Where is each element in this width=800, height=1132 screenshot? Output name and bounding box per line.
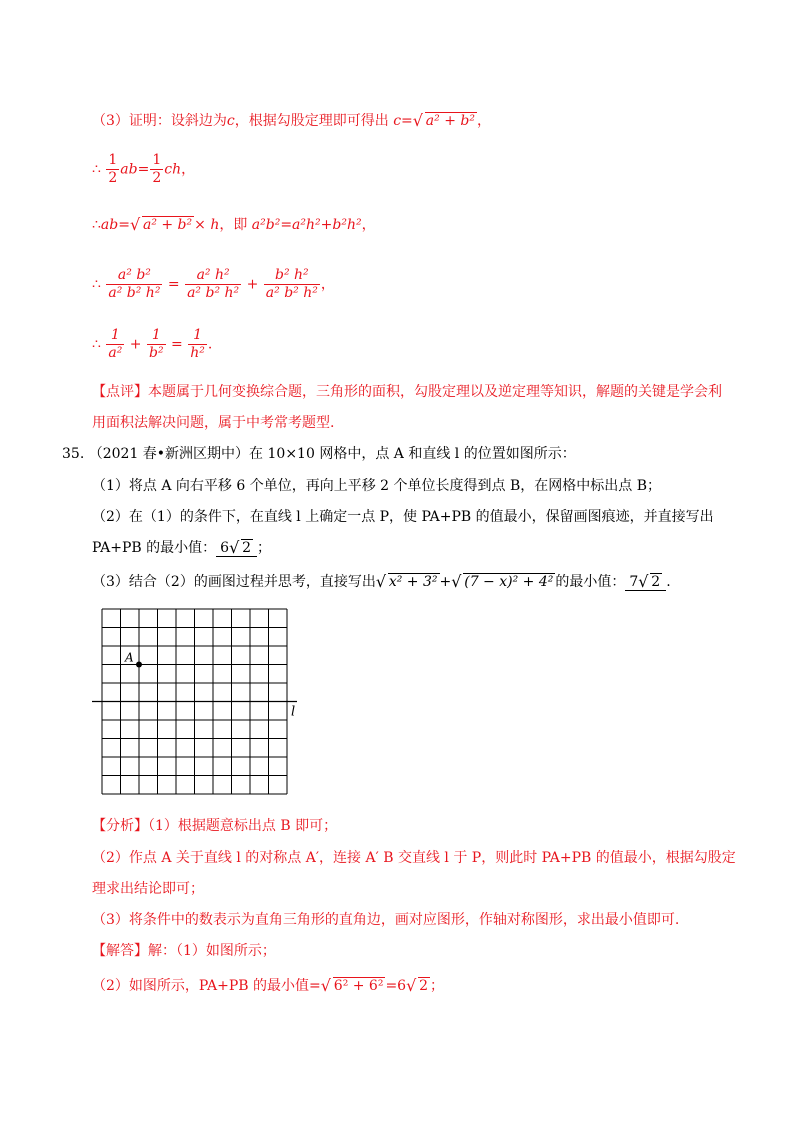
q35-part3-prefix: （3）结合（2）的画图过程并思考，直接写出	[92, 574, 376, 590]
q34-step1-comma: ，	[181, 161, 196, 178]
q35-solution2-radical: √ 6² + 6²	[320, 976, 384, 995]
q34-step3	[92, 268, 335, 301]
q34-step3-plus: +	[246, 276, 259, 293]
q34-step3-end: ，	[320, 276, 335, 293]
q35-part2-line2	[92, 537, 271, 557]
q35-title-line	[62, 443, 576, 463]
therefore-symbol: ∴	[92, 276, 101, 293]
fraction-half-2: $\frac{1}{2}$	[152, 152, 162, 186]
q35-analysis1: 【分析】（1）根据题意标出点 B 即可；	[92, 818, 338, 834]
q35-part3-radical-1: √ x² + 3²	[375, 572, 438, 591]
q34-part3-mid: ，根据勾股定理即可得出	[234, 113, 394, 129]
q35-part3-mid: 的最小值：	[555, 574, 626, 590]
q34-step4-plus: +	[129, 336, 142, 353]
grid-figure	[92, 605, 302, 799]
q35-number: 35.	[62, 446, 85, 462]
q34-part3-pre: （3）证明：设斜边为	[92, 113, 227, 129]
q35-part3-plus: +	[439, 574, 452, 590]
q34-var-c: c	[226, 113, 235, 129]
q34-step2-equation: a²b²=a²h²+b²h²	[251, 217, 362, 233]
therefore-symbol: ∴	[92, 217, 101, 233]
q34-step4-end: .	[207, 336, 213, 353]
q35-solution2-prefix: （2）如图所示，PA+PB 的最小值=	[92, 978, 321, 994]
q34-radical-1: √ a² + b²	[412, 111, 475, 130]
point-a-label: A	[125, 650, 134, 665]
q35-solution2-end: ；	[430, 978, 445, 994]
point-a	[136, 662, 142, 668]
therefore-symbol: ∴	[92, 161, 101, 178]
q34-step4	[92, 328, 212, 361]
q34-step4-b: $\frac{1}{\text{b²}}$	[148, 327, 164, 361]
q35-part3	[92, 571, 671, 591]
q35-part3-radical-2: √ (7 − x)² + 4²	[451, 572, 554, 591]
q35-part3-end: .	[666, 574, 671, 590]
q34-step4-a: $\frac{1}{\text{a²}}$	[108, 327, 123, 361]
fraction-half: $\frac{1}{2}$	[108, 152, 118, 186]
q34-comma: ，	[476, 113, 491, 129]
q34-step1-eq: =	[137, 161, 150, 178]
q34-step2-eq: =	[118, 217, 130, 233]
q34-step1	[92, 153, 195, 186]
q35-analysis2-line1: （2）作点 A 关于直线 l 的对称点 A′，连接 A′ B 交直线 l 于 P，则此时 PA+PB 的值最小，根据勾股定	[92, 850, 736, 866]
grid-svg	[92, 605, 302, 795]
line-l-label: l	[291, 704, 296, 720]
q35-part2-prefix: PA+PB 的最小值：	[92, 540, 217, 556]
q34-step4-h: $\frac{1}{\text{h²}}$	[190, 327, 205, 361]
q35-part2-line1: （2）在（1）的条件下，在直线 l 上确定一点 P，使 PA+PB 的值最小，保留画图痕迹，并直接写出	[92, 509, 714, 525]
q35-part1: （1）将点 A 向右平移 6 个单位，再向上平移 2 个单位长度得到点 B，在网格中标出点 B；	[92, 478, 662, 494]
q34-step1-ch: ch	[164, 161, 182, 178]
q34-step4-eq: =	[171, 336, 183, 353]
q34-step2-mid: ，即	[219, 217, 252, 233]
q35-part2-answer: 6 √ 2	[216, 540, 257, 557]
q34-comment-line2: 用面积法解决问题，属于中考常考题型.	[92, 415, 335, 431]
q34-step3-r2: $\frac{\text{b² h²}}{\text{a² b² h²}}$	[265, 267, 318, 301]
q34-part3-line	[92, 110, 491, 130]
q34-step1-ab: ab	[120, 161, 138, 178]
q35-solution2-eq: =6	[385, 978, 407, 994]
q35-part3-answer: 7 √ 2	[625, 574, 666, 591]
q35-analysis2-line2: 理求出结论即可；	[92, 881, 204, 897]
q34-step2-radical: √ a² + b²	[129, 215, 193, 234]
q35-part2-end: ；	[256, 540, 271, 556]
therefore-symbol: ∴	[92, 336, 101, 353]
q34-comment-line1: 【点评】本题属于几何变换综合题，三角形的面积，勾股定理以及逆定理等知识，解题的关键是学会利	[92, 384, 722, 400]
q34-step2-ab: ab	[100, 217, 119, 233]
q35-solution2-radical-2: √ 2	[406, 976, 429, 995]
q34-step2	[92, 214, 376, 234]
q34-step2-end: ，	[361, 217, 376, 233]
q34-step3-eq: =	[167, 276, 180, 293]
q35-solution1: 【解答】解：（1）如图所示；	[92, 943, 276, 959]
q34-step2-h: × h	[194, 217, 220, 233]
q35-analysis3: （3）将条件中的数表示为直角三角形的直角边，画对应图形，作轴对称图形，求出最小值即可.	[92, 912, 680, 928]
q35-solution2	[92, 975, 444, 995]
q34-step3-r1: $\frac{\text{a² h²}}{\text{a² b² h²}}$	[187, 267, 240, 301]
q35-title: （2021 春•新洲区期中）在 10×10 网格中，点 A 和直线 l 的位置如图所示：	[88, 446, 576, 462]
q34-step3-lhs: $\frac{\text{a² b²}}{\text{a² b² h²}}$	[108, 267, 161, 301]
q34-c-eq: c=	[393, 113, 413, 129]
